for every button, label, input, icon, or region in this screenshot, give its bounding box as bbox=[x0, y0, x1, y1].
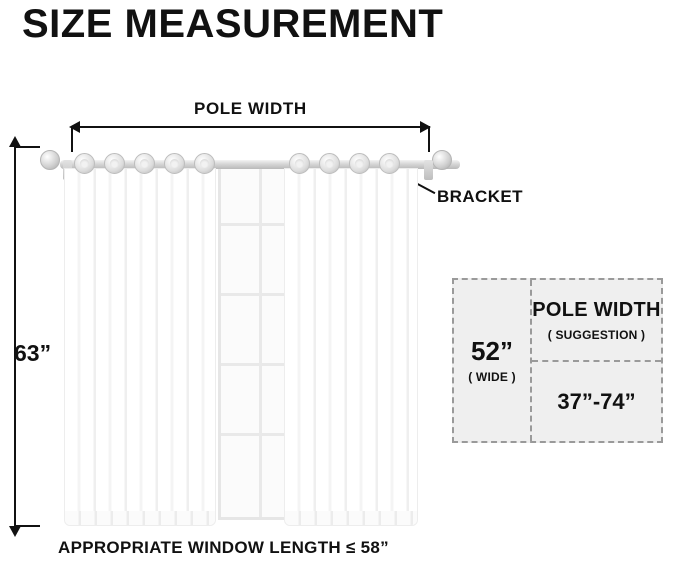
spec-pole-width-header: POLE WIDTH bbox=[532, 298, 661, 321]
spec-cell-pole-width-range bbox=[532, 362, 661, 441]
spec-cell-width bbox=[454, 280, 532, 441]
curtain-folds bbox=[285, 169, 417, 525]
rod-finial-left-icon bbox=[40, 150, 60, 170]
pole-width-label: POLE WIDTH bbox=[194, 99, 307, 118]
page-title: SIZE MEASUREMENT bbox=[22, 2, 444, 46]
height-arrow-down-icon bbox=[9, 526, 21, 537]
height-tick-top bbox=[14, 146, 40, 148]
curtain-hem bbox=[65, 511, 215, 525]
window-length-note: APPROPRIATE WINDOW LENGTH ≤ 58” bbox=[58, 538, 389, 557]
pole-width-measure-line bbox=[80, 126, 420, 128]
height-label: 63” bbox=[14, 340, 52, 366]
curtain-hem bbox=[285, 511, 417, 525]
grommet-icon bbox=[349, 153, 370, 174]
spec-cell-pole-width-header bbox=[532, 280, 661, 362]
grommet-icon bbox=[164, 153, 185, 174]
grommet-icon bbox=[379, 153, 400, 174]
curtain-panel-left bbox=[64, 168, 216, 526]
spec-pole-width-range: 37”-74” bbox=[557, 388, 636, 414]
pole-width-tick-left bbox=[71, 126, 73, 152]
grommet-icon bbox=[289, 153, 310, 174]
rod-finial-right-icon bbox=[432, 150, 452, 170]
curtain-folds bbox=[65, 169, 215, 525]
grommet-icon bbox=[194, 153, 215, 174]
grommet-icon bbox=[104, 153, 125, 174]
grommet-icon bbox=[74, 153, 95, 174]
spec-table bbox=[452, 278, 663, 443]
window-mullion-vertical bbox=[259, 163, 262, 517]
curtain-panel-right bbox=[284, 168, 418, 526]
pole-width-tick-right bbox=[428, 126, 430, 152]
grommet-icon bbox=[319, 153, 340, 174]
height-tick-bottom bbox=[14, 525, 40, 527]
grommet-icon bbox=[134, 153, 155, 174]
spec-pole-width-caption: ( SUGGESTION ) bbox=[547, 327, 646, 342]
height-measure-line bbox=[14, 146, 16, 526]
bracket-label: BRACKET bbox=[437, 187, 523, 206]
spec-width-caption: ( WIDE ) bbox=[468, 369, 516, 384]
curtain-bracket-right-icon bbox=[424, 160, 433, 180]
spec-width-value: 52” bbox=[471, 335, 513, 366]
